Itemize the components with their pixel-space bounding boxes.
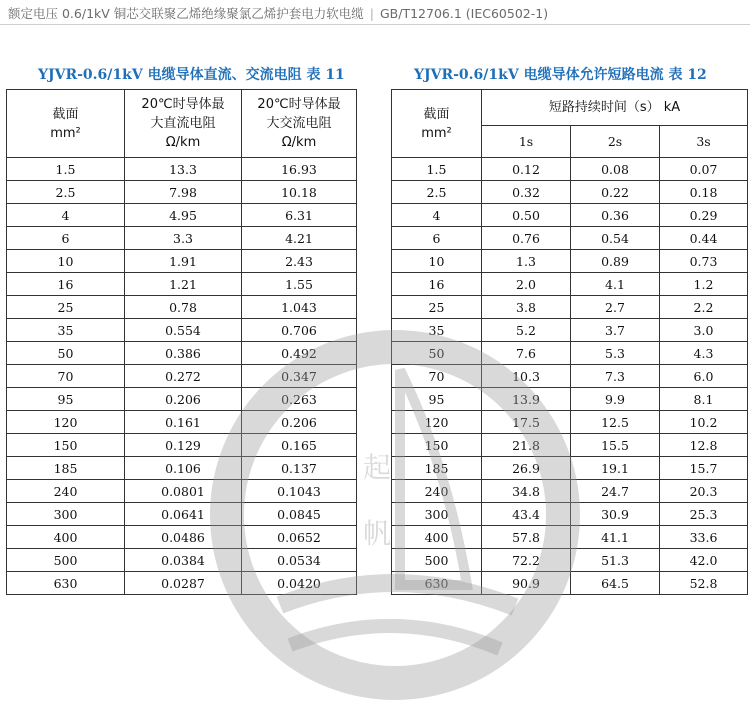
table-row <box>7 273 357 296</box>
table-row <box>392 526 748 549</box>
table-header-row <box>392 90 748 126</box>
cell-value: 0.44 <box>660 227 748 250</box>
cell-value: 0.206 <box>242 411 357 434</box>
header-ac-line1: 20℃时导体最 <box>257 97 341 112</box>
table-row <box>392 411 748 434</box>
cell-cross-section: 1.5 <box>7 158 125 181</box>
cell-cross-section: 35 <box>392 319 482 342</box>
cell-value: 30.9 <box>571 503 660 526</box>
cell-value: 0.18 <box>660 181 748 204</box>
cell-value: 4.95 <box>125 204 242 227</box>
header-ac-resistance <box>242 90 357 158</box>
header-cross-section-unit: mm² <box>50 125 81 141</box>
header-ac-line2: 大交流电阻 <box>266 116 332 131</box>
table-row <box>392 457 748 480</box>
cell-cross-section: 4 <box>7 204 125 227</box>
cell-value: 0.206 <box>125 388 242 411</box>
cell-value: 41.1 <box>571 526 660 549</box>
cell-value: 0.0652 <box>242 526 357 549</box>
cell-cross-section: 500 <box>7 549 125 572</box>
cell-value: 0.161 <box>125 411 242 434</box>
cell-value: 4.1 <box>571 273 660 296</box>
watermark-wave-lower <box>290 626 500 649</box>
cell-value: 5.3 <box>571 342 660 365</box>
table-row <box>7 411 357 434</box>
cell-value: 0.78 <box>125 296 242 319</box>
cell-value: 2.0 <box>482 273 571 296</box>
table-row <box>7 342 357 365</box>
cell-value: 8.1 <box>660 388 748 411</box>
table-row <box>392 227 748 250</box>
cell-cross-section: 150 <box>392 434 482 457</box>
cell-value: 10.2 <box>660 411 748 434</box>
table-row <box>7 434 357 457</box>
table-row <box>7 526 357 549</box>
cell-value: 7.98 <box>125 181 242 204</box>
cell-value: 10.3 <box>482 365 571 388</box>
cell-cross-section: 240 <box>392 480 482 503</box>
cell-cross-section: 400 <box>7 526 125 549</box>
cell-cross-section: 1.5 <box>392 158 482 181</box>
cell-value: 0.54 <box>571 227 660 250</box>
table-row <box>7 549 357 572</box>
cell-value: 0.263 <box>242 388 357 411</box>
table-row <box>392 480 748 503</box>
cell-value: 0.36 <box>571 204 660 227</box>
header-ac-unit: Ω/km <box>281 135 317 150</box>
cell-value: 21.8 <box>482 434 571 457</box>
cell-value: 0.106 <box>125 457 242 480</box>
cell-value: 0.0801 <box>125 480 242 503</box>
cell-value: 0.89 <box>571 250 660 273</box>
table-12-title: YJVR-0.6/1kV 电缆导体允许短路电流 表 12 <box>414 67 707 83</box>
table-row <box>392 503 748 526</box>
header-cross-section <box>7 90 125 158</box>
cell-value: 0.129 <box>125 434 242 457</box>
cell-value: 42.0 <box>660 549 748 572</box>
cell-value: 0.07 <box>660 158 748 181</box>
cell-value: 2.43 <box>242 250 357 273</box>
cell-value: 13.9 <box>482 388 571 411</box>
short-circuit-table <box>391 89 748 595</box>
cell-value: 15.5 <box>571 434 660 457</box>
cell-value: 7.3 <box>571 365 660 388</box>
cell-cross-section: 6 <box>392 227 482 250</box>
header-duration-1s: 1s <box>482 126 571 158</box>
table-row <box>7 158 357 181</box>
cell-value: 0.137 <box>242 457 357 480</box>
table-row <box>392 549 748 572</box>
cell-cross-section: 70 <box>7 365 125 388</box>
cell-value: 9.9 <box>571 388 660 411</box>
cell-value: 0.347 <box>242 365 357 388</box>
cell-value: 4.21 <box>242 227 357 250</box>
cell-value: 0.08 <box>571 158 660 181</box>
cell-cross-section: 630 <box>7 572 125 595</box>
table-row <box>392 365 748 388</box>
cell-cross-section: 70 <box>392 365 482 388</box>
cell-value: 0.73 <box>660 250 748 273</box>
cell-value: 16.93 <box>242 158 357 181</box>
header-cross-section <box>392 90 482 158</box>
cell-value: 13.3 <box>125 158 242 181</box>
cell-value: 26.9 <box>482 457 571 480</box>
cell-value: 1.91 <box>125 250 242 273</box>
table-row <box>392 204 748 227</box>
header-dc-line1: 20℃时导体最 <box>141 97 225 112</box>
cell-value: 6.31 <box>242 204 357 227</box>
cell-cross-section: 500 <box>392 549 482 572</box>
cell-cross-section: 2.5 <box>392 181 482 204</box>
cell-value: 0.1043 <box>242 480 357 503</box>
cell-value: 34.8 <box>482 480 571 503</box>
cell-value: 3.3 <box>125 227 242 250</box>
cell-value: 0.165 <box>242 434 357 457</box>
cell-value: 1.3 <box>482 250 571 273</box>
header-standard: GB/T12706.1 (IEC60502-1) <box>380 6 549 21</box>
cell-value: 0.0287 <box>125 572 242 595</box>
cell-cross-section: 150 <box>7 434 125 457</box>
table-row <box>392 342 748 365</box>
cell-cross-section: 4 <box>392 204 482 227</box>
cell-value: 0.22 <box>571 181 660 204</box>
cell-value: 25.3 <box>660 503 748 526</box>
watermark-char-2: 帆 <box>363 517 392 550</box>
table-row <box>7 204 357 227</box>
cell-value: 6.0 <box>660 365 748 388</box>
cell-cross-section: 25 <box>392 296 482 319</box>
cell-cross-section: 35 <box>7 319 125 342</box>
cell-cross-section: 300 <box>7 503 125 526</box>
cell-value: 3.7 <box>571 319 660 342</box>
cell-value: 4.3 <box>660 342 748 365</box>
cell-value: 0.50 <box>482 204 571 227</box>
cell-value: 10.18 <box>242 181 357 204</box>
table-row <box>7 181 357 204</box>
cell-value: 20.3 <box>660 480 748 503</box>
cell-value: 17.5 <box>482 411 571 434</box>
cell-value: 0.76 <box>482 227 571 250</box>
table-row <box>7 480 357 503</box>
cell-cross-section: 10 <box>392 250 482 273</box>
table-row <box>392 296 748 319</box>
cell-cross-section: 6 <box>7 227 125 250</box>
cell-cross-section: 50 <box>7 342 125 365</box>
table-row <box>392 158 748 181</box>
cell-value: 72.2 <box>482 549 571 572</box>
cell-cross-section: 400 <box>392 526 482 549</box>
cell-value: 0.0845 <box>242 503 357 526</box>
cell-cross-section: 630 <box>392 572 482 595</box>
header-duration-2s: 2s <box>571 126 660 158</box>
cell-value: 2.7 <box>571 296 660 319</box>
cell-cross-section: 185 <box>392 457 482 480</box>
cell-value: 0.0420 <box>242 572 357 595</box>
cell-cross-section: 95 <box>7 388 125 411</box>
table-row <box>7 227 357 250</box>
cell-value: 90.9 <box>482 572 571 595</box>
table-row <box>7 388 357 411</box>
cell-value: 2.2 <box>660 296 748 319</box>
cell-cross-section: 50 <box>392 342 482 365</box>
table-row <box>392 434 748 457</box>
cell-value: 19.1 <box>571 457 660 480</box>
cell-value: 1.2 <box>660 273 748 296</box>
cell-value: 1.21 <box>125 273 242 296</box>
page-header <box>8 4 548 22</box>
cell-value: 7.6 <box>482 342 571 365</box>
cell-value: 1.043 <box>242 296 357 319</box>
table-row <box>392 250 748 273</box>
cell-cross-section: 16 <box>7 273 125 296</box>
table-row <box>392 319 748 342</box>
watermark-char-1: 起 <box>363 451 392 484</box>
header-divider <box>0 24 750 25</box>
table-row <box>7 296 357 319</box>
cell-cross-section: 2.5 <box>7 181 125 204</box>
resistance-table <box>6 89 357 595</box>
cell-value: 0.0641 <box>125 503 242 526</box>
cell-value: 5.2 <box>482 319 571 342</box>
header-dc-line2: 大直流电阻 <box>150 116 216 131</box>
cell-value: 0.706 <box>242 319 357 342</box>
cell-value: 12.8 <box>660 434 748 457</box>
table-row <box>392 388 748 411</box>
cell-value: 0.29 <box>660 204 748 227</box>
cell-value: 64.5 <box>571 572 660 595</box>
cell-value: 15.7 <box>660 457 748 480</box>
cell-value: 0.0534 <box>242 549 357 572</box>
cell-value: 43.4 <box>482 503 571 526</box>
cell-value: 3.8 <box>482 296 571 319</box>
cell-value: 57.8 <box>482 526 571 549</box>
table-row <box>7 503 357 526</box>
cell-cross-section: 16 <box>392 273 482 296</box>
cell-value: 0.272 <box>125 365 242 388</box>
cell-value: 1.55 <box>242 273 357 296</box>
header-dc-unit: Ω/km <box>165 135 201 150</box>
cell-value: 0.386 <box>125 342 242 365</box>
cell-cross-section: 10 <box>7 250 125 273</box>
cell-value: 0.12 <box>482 158 571 181</box>
cell-cross-section: 185 <box>7 457 125 480</box>
cell-cross-section: 240 <box>7 480 125 503</box>
table-row <box>392 273 748 296</box>
cell-value: 52.8 <box>660 572 748 595</box>
cell-cross-section: 95 <box>392 388 482 411</box>
header-cross-section-label: 截面 <box>52 106 79 122</box>
table-11-title: YJVR-0.6/1kV 电缆导体直流、交流电阻 表 11 <box>38 67 345 83</box>
table-row <box>7 572 357 595</box>
header-cross-section-label: 截面 <box>423 106 450 122</box>
cell-value: 0.0384 <box>125 549 242 572</box>
cell-value: 33.6 <box>660 526 748 549</box>
table-row <box>7 457 357 480</box>
table-row <box>392 181 748 204</box>
header-separator: | <box>369 6 374 21</box>
table-row <box>7 365 357 388</box>
cell-cross-section: 120 <box>7 411 125 434</box>
header-duration-group: 短路持续时间（s） kA <box>482 90 748 126</box>
cell-value: 24.7 <box>571 480 660 503</box>
table-header-row <box>7 90 357 158</box>
cell-cross-section: 300 <box>392 503 482 526</box>
cell-cross-section: 25 <box>7 296 125 319</box>
header-dc-resistance <box>125 90 242 158</box>
header-duration-3s: 3s <box>660 126 748 158</box>
cell-value: 0.492 <box>242 342 357 365</box>
cell-value: 0.32 <box>482 181 571 204</box>
header-cross-section-unit: mm² <box>421 125 452 141</box>
header-product-name: 额定电压 0.6/1kV 铜芯交联聚乙烯绝缘聚氯乙烯护套电力软电缆 <box>8 6 364 21</box>
table-row <box>7 250 357 273</box>
cell-value: 12.5 <box>571 411 660 434</box>
cell-value: 0.554 <box>125 319 242 342</box>
cell-value: 3.0 <box>660 319 748 342</box>
table-row <box>7 319 357 342</box>
cell-value: 0.0486 <box>125 526 242 549</box>
table-row <box>392 572 748 595</box>
cell-cross-section: 120 <box>392 411 482 434</box>
cell-value: 51.3 <box>571 549 660 572</box>
